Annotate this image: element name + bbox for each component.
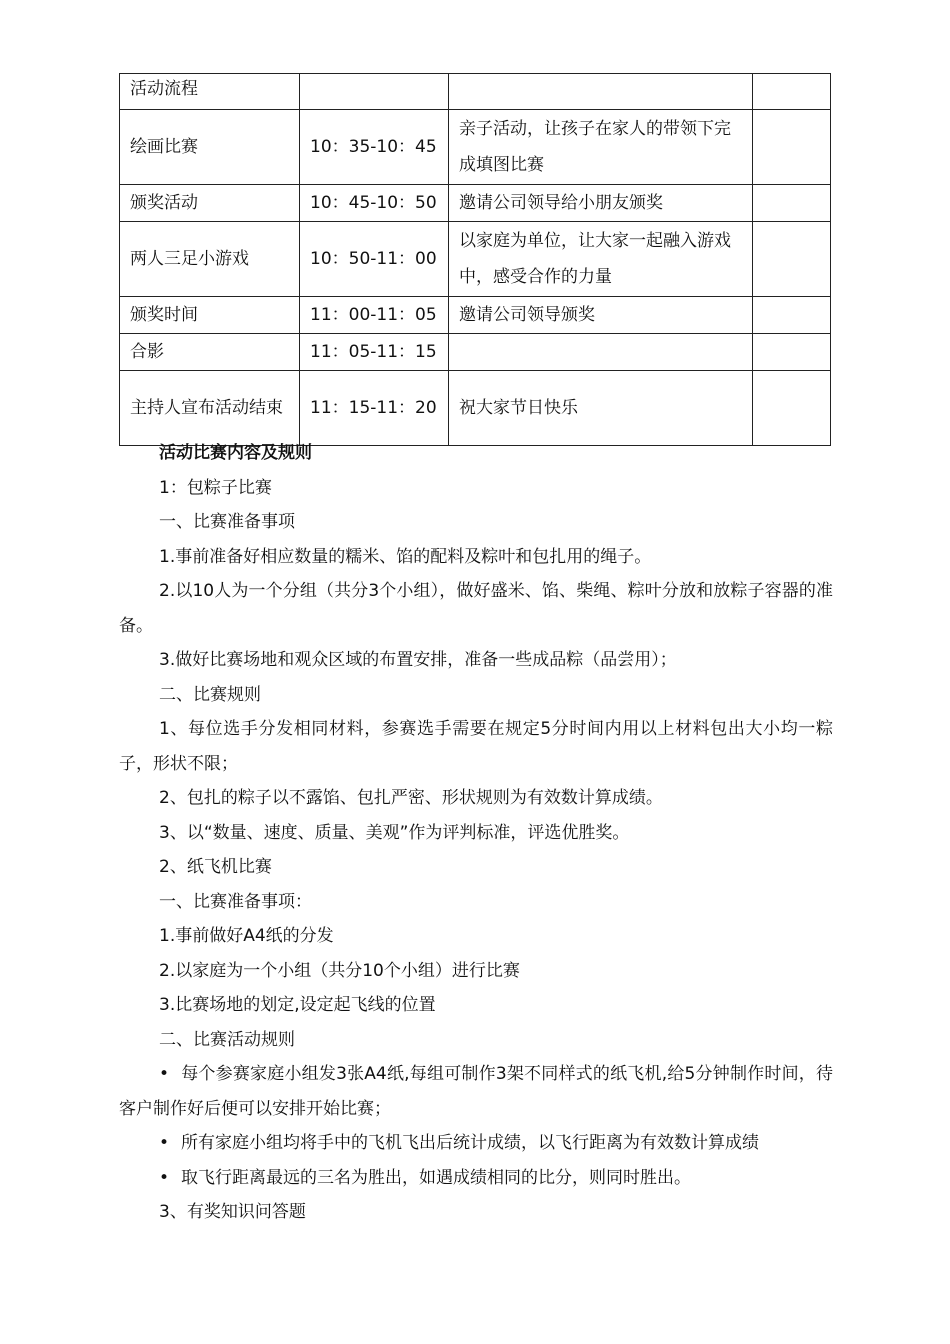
bullet-icon: • <box>159 1167 170 1188</box>
table-row <box>120 222 831 297</box>
rules-title: 二、比赛规则 <box>159 684 261 705</box>
section-heading: 活动比赛内容及规则 <box>159 443 312 463</box>
note-cell <box>753 110 831 185</box>
activity-cell: 活动流程 <box>120 74 300 110</box>
time-cell: 11：05-11：15 <box>300 334 449 371</box>
bullet-text: 所有家庭小组均将手中的飞机飞出后统计成绩，以飞行距离为有效数计算成绩 <box>181 1133 759 1153</box>
bullet-icon: • <box>159 1133 170 1153</box>
note-cell <box>753 371 831 446</box>
prep-item: 1.事前准备好相应数量的糯米、馅的配料及粽叶和包扎用的绳子。 <box>159 546 652 567</box>
table-row <box>120 110 831 185</box>
subsection-title: 1：包粽子比赛 <box>159 477 272 498</box>
bullet-item <box>119 1161 833 1196</box>
activity-cell: 颁奖时间 <box>120 297 300 334</box>
time-cell: 10：35-10：45 <box>300 110 449 185</box>
note-cell <box>753 297 831 334</box>
bullet-item <box>119 1126 833 1161</box>
bullet-text: 每个参赛家庭小组发3张A4纸,每组可制作3架不同样式的纸飞机,给5分钟制作时间，待客户制作好后便可以安排开始比赛； <box>119 1064 833 1119</box>
activity-cell: 合影 <box>120 334 300 371</box>
time-cell: 11：00-11：05 <box>300 297 449 334</box>
rules-section <box>119 436 833 1230</box>
prep-title: 一、比赛准备事项 <box>159 512 295 532</box>
note-cell <box>753 334 831 371</box>
description-cell <box>449 74 753 110</box>
table-row <box>120 371 831 446</box>
subsection-title: 2、纸飞机比赛 <box>159 857 272 877</box>
time-cell: 11：15-11：20 <box>300 371 449 446</box>
table-row <box>120 297 831 334</box>
bullet-item <box>119 1057 833 1126</box>
time-cell: 10：50-11：00 <box>300 222 449 297</box>
table-row <box>120 185 831 222</box>
table-row <box>120 74 831 110</box>
description-cell: 邀请公司领导给小朋友颁奖 <box>449 185 753 222</box>
prep-title: 一、比赛准备事项： <box>159 891 312 912</box>
prep-item: 2.以家庭为一个小组（共分10个小组）进行比赛 <box>159 960 520 981</box>
time-cell: 10：45-10：50 <box>300 185 449 222</box>
rules-title: 二、比赛活动规则 <box>159 1029 295 1050</box>
subsection-title: 3、有奖知识问答题 <box>159 1202 306 1222</box>
prep-item: 2.以10人为一个分组（共分3个小组），做好盛米、馅、柴绳、粽叶分放和放粽子容器的准备。 <box>119 581 833 636</box>
time-cell <box>300 74 449 110</box>
rule-item: 3、以“数量、速度、质量、美观”作为评判标准，评选优胜奖。 <box>159 822 630 843</box>
prep-item: 1.事前做好A4纸的分发 <box>159 926 334 946</box>
prep-item: 3.比赛场地的划定,设定起飞线的位置 <box>159 995 436 1015</box>
prep-item: 3.做好比赛场地和观众区域的布置安排，准备一些成品粽（品尝用）； <box>159 650 677 670</box>
activity-cell: 主持人宣布活动结束 <box>120 371 300 446</box>
bullet-text: 取飞行距离最远的三名为胜出，如遇成绩相同的比分，则同时胜出。 <box>181 1167 691 1188</box>
activity-cell: 绘画比赛 <box>120 110 300 185</box>
bullet-icon: • <box>159 1064 170 1084</box>
description-cell <box>449 334 753 371</box>
activity-cell: 颁奖活动 <box>120 185 300 222</box>
note-cell <box>753 74 831 110</box>
description-cell: 祝大家节日快乐 <box>449 371 753 446</box>
rule-item: 1、每位选手分发相同材料，参赛选手需要在规定5分时间内用以上材料包出大小均一粽子，形状不限； <box>119 719 833 774</box>
note-cell <box>753 185 831 222</box>
activity-cell: 两人三足小游戏 <box>120 222 300 297</box>
description-cell: 以家庭为单位，让大家一起融入游戏中，感受合作的力量 <box>449 222 753 297</box>
description-cell: 邀请公司领导颁奖 <box>449 297 753 334</box>
description-cell: 亲子活动，让孩子在家人的带领下完成填图比赛 <box>449 110 753 185</box>
schedule-table <box>119 73 831 446</box>
rule-item: 2、包扎的粽子以不露馅、包扎严密、形状规则为有效数计算成绩。 <box>159 788 663 808</box>
table-row <box>120 334 831 371</box>
note-cell <box>753 222 831 297</box>
